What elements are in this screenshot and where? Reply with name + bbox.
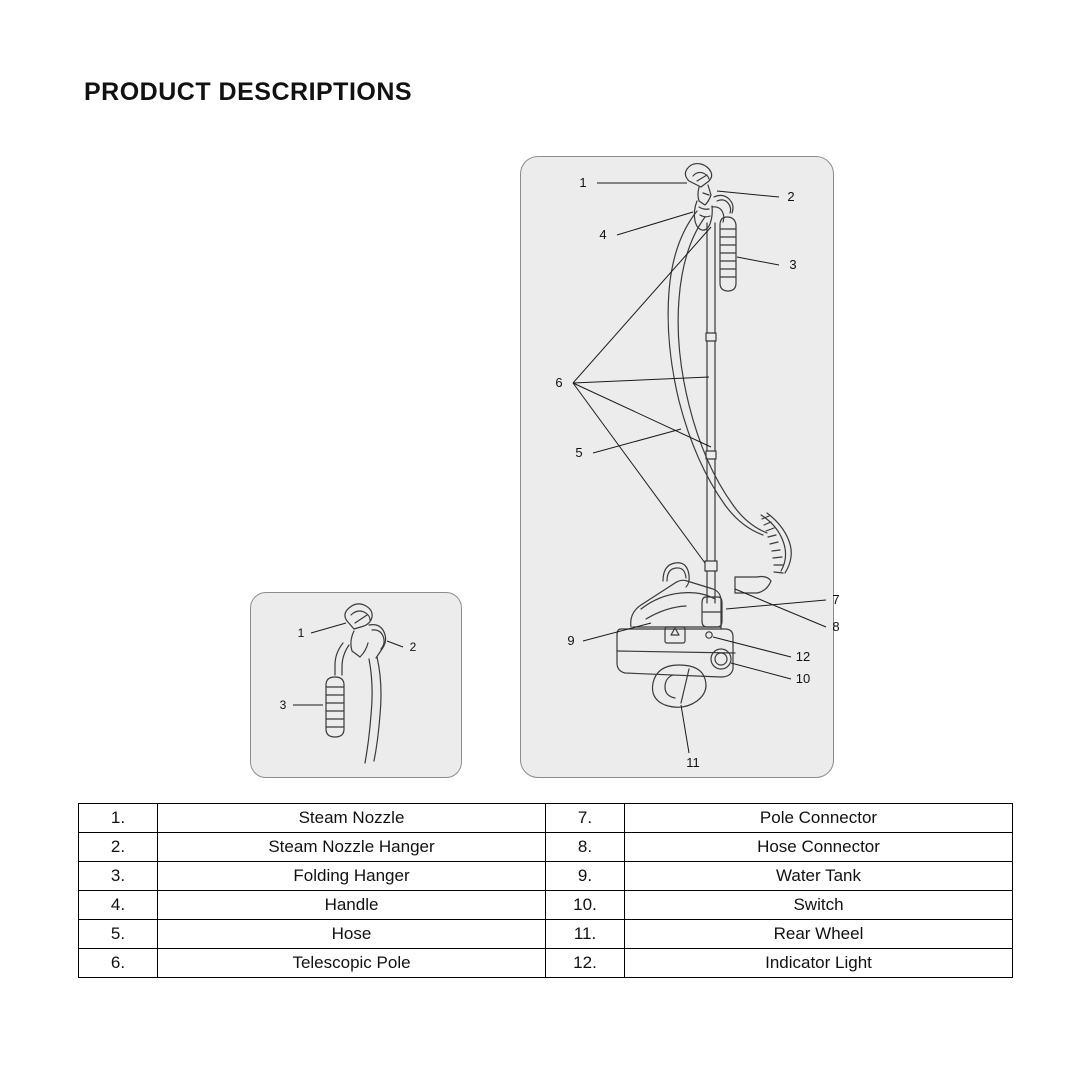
callout-2: 2: [787, 189, 795, 204]
table-row: [79, 920, 1013, 949]
callout-8: 8: [832, 619, 840, 634]
parts-list-table: [78, 803, 1013, 978]
part-label: Switch: [625, 891, 1013, 920]
part-number: 10.: [546, 891, 625, 920]
callout-11: 11: [686, 755, 700, 770]
main-product-diagram: [521, 157, 840, 777]
table-row: [79, 949, 1013, 978]
callout-12: 12: [795, 649, 811, 664]
part-label: Steam Nozzle: [158, 804, 546, 833]
table-row: [79, 804, 1013, 833]
part-number: 9.: [546, 862, 625, 891]
nozzle-detail-diagram-panel: [250, 592, 462, 778]
table-row: [79, 891, 1013, 920]
page-title: PRODUCT DESCRIPTIONS: [84, 78, 413, 106]
table-row: [79, 862, 1013, 891]
part-number: 6.: [79, 949, 158, 978]
table-row: [79, 833, 1013, 862]
callout-1: 1: [579, 175, 587, 190]
part-label: Water Tank: [625, 862, 1013, 891]
callout-9: 9: [567, 633, 575, 648]
parts-list-body: [79, 804, 1013, 978]
part-label: Pole Connector: [625, 804, 1013, 833]
part-label: Hose: [158, 920, 546, 949]
part-label: Handle: [158, 891, 546, 920]
part-number: 3.: [79, 862, 158, 891]
callout-7: 7: [832, 592, 840, 607]
callout-6: 6: [555, 375, 563, 390]
inset-callout-2: 2: [409, 640, 417, 654]
part-label: Steam Nozzle Hanger: [158, 833, 546, 862]
callout-3: 3: [789, 257, 797, 272]
callout-10: 10: [795, 671, 811, 686]
main-product-diagram-panel: [520, 156, 840, 778]
part-number: 7.: [546, 804, 625, 833]
part-number: 5.: [79, 920, 158, 949]
nozzle-detail-diagram: [251, 593, 461, 777]
part-number: 4.: [79, 891, 158, 920]
part-number: 1.: [79, 804, 158, 833]
part-number: 8.: [546, 833, 625, 862]
part-number: 11.: [546, 920, 625, 949]
part-label: Folding Hanger: [158, 862, 546, 891]
inset-callout-3: 3: [279, 698, 287, 712]
part-label: Indicator Light: [625, 949, 1013, 978]
part-label: Hose Connector: [625, 833, 1013, 862]
inset-callout-1: 1: [297, 626, 305, 640]
part-label: Telescopic Pole: [158, 949, 546, 978]
part-number: 2.: [79, 833, 158, 862]
callout-4: 4: [599, 227, 607, 242]
part-number: 12.: [546, 949, 625, 978]
part-label: Rear Wheel: [625, 920, 1013, 949]
callout-5: 5: [575, 445, 583, 460]
